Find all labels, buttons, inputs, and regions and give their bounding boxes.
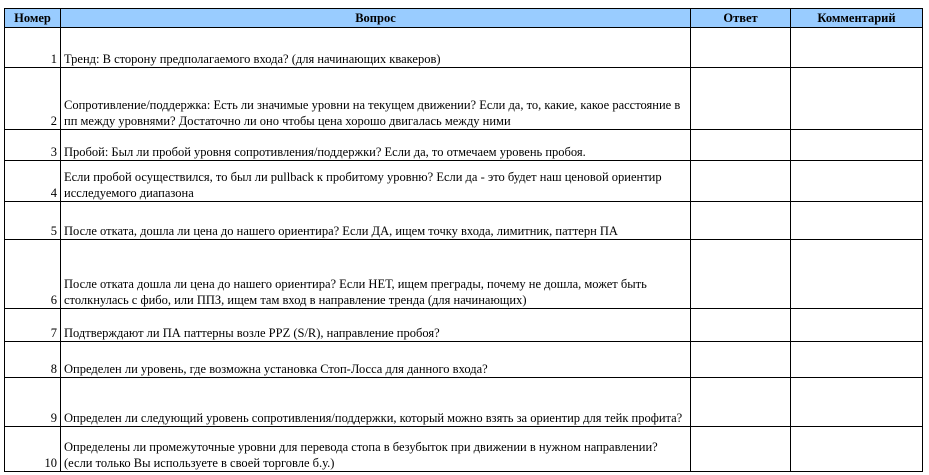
row-question: Тренд: В сторону предполагаемого входа? (для начинающих квакеров) xyxy=(61,28,691,68)
row-question: Пробой: Был ли пробой уровня сопротивления/поддержки? Если да, то отмечаем уровень пробоя. xyxy=(61,130,691,161)
table-row xyxy=(5,309,923,342)
header-question: Вопрос xyxy=(61,9,691,28)
answer-cell[interactable] xyxy=(691,240,791,309)
row-question: Определены ли промежуточные уровни для перевода стопа в безубыток при движении в нужном направлении? (если только Вы используете в своей торговле б.у.) xyxy=(61,427,691,472)
table-row xyxy=(5,427,923,472)
table-row xyxy=(5,161,923,202)
answer-cell[interactable] xyxy=(691,161,791,202)
answer-cell[interactable] xyxy=(691,28,791,68)
answer-cell[interactable] xyxy=(691,309,791,342)
row-question: Сопротивление/поддержка: Есть ли значимые уровни на текущем движении? Если да, то, какие, какое расстояние в пп между уровнями? Достаточно ли оно чтобы цена хорошо двигалась между ними xyxy=(61,68,691,130)
header-number: Номер xyxy=(5,9,61,28)
row-number: 2 xyxy=(5,68,61,130)
answer-cell[interactable] xyxy=(691,342,791,378)
row-question: Определен ли уровень, где возможна установка Стоп-Лосса для данного входа? xyxy=(61,342,691,378)
header-comment: Комментарий xyxy=(791,9,923,28)
table-row xyxy=(5,68,923,130)
comment-cell[interactable] xyxy=(791,161,923,202)
row-number: 1 xyxy=(5,28,61,68)
comment-cell[interactable] xyxy=(791,240,923,309)
header-row xyxy=(5,9,923,28)
table-row xyxy=(5,240,923,309)
comment-cell[interactable] xyxy=(791,202,923,240)
row-question: После отката, дошла ли цена до нашего ориентира? Если ДА, ищем точку входа, лимитник, паттерн ПА xyxy=(61,202,691,240)
row-number: 3 xyxy=(5,130,61,161)
comment-cell[interactable] xyxy=(791,68,923,130)
row-number: 4 xyxy=(5,161,61,202)
checklist-table xyxy=(4,8,923,472)
answer-cell[interactable] xyxy=(691,130,791,161)
comment-cell[interactable] xyxy=(791,28,923,68)
row-question: Подтверждают ли ПА паттерны возле PPZ (S/R), направление пробоя? xyxy=(61,309,691,342)
table-row xyxy=(5,202,923,240)
comment-cell[interactable] xyxy=(791,309,923,342)
row-number: 7 xyxy=(5,309,61,342)
table-row xyxy=(5,342,923,378)
answer-cell[interactable] xyxy=(691,202,791,240)
answer-cell[interactable] xyxy=(691,378,791,427)
table-row xyxy=(5,130,923,161)
comment-cell[interactable] xyxy=(791,342,923,378)
row-question: Если пробой осуществился, то был ли pullback к пробитому уровню? Если да - это будет наш ценовой ориентир исследуемого диапазона xyxy=(61,161,691,202)
row-number: 6 xyxy=(5,240,61,309)
answer-cell[interactable] xyxy=(691,68,791,130)
answer-cell[interactable] xyxy=(691,427,791,472)
comment-cell[interactable] xyxy=(791,378,923,427)
row-question: После отката дошла ли цена до нашего ориентира? Если НЕТ, ищем преграды, почему не дошла, может быть столкнулась с фибо, или ППЗ, ищем там вход в направление тренда (для начинающих) xyxy=(61,240,691,309)
row-number: 10 xyxy=(5,427,61,472)
row-number: 5 xyxy=(5,202,61,240)
row-number: 9 xyxy=(5,378,61,427)
comment-cell[interactable] xyxy=(791,427,923,472)
comment-cell[interactable] xyxy=(791,130,923,161)
header-answer: Ответ xyxy=(691,9,791,28)
row-number: 8 xyxy=(5,342,61,378)
row-question: Определен ли следующий уровень сопротивления/поддержки, который можно взять за ориентир для тейк профита? xyxy=(61,378,691,427)
table-row xyxy=(5,378,923,427)
table-row xyxy=(5,28,923,68)
